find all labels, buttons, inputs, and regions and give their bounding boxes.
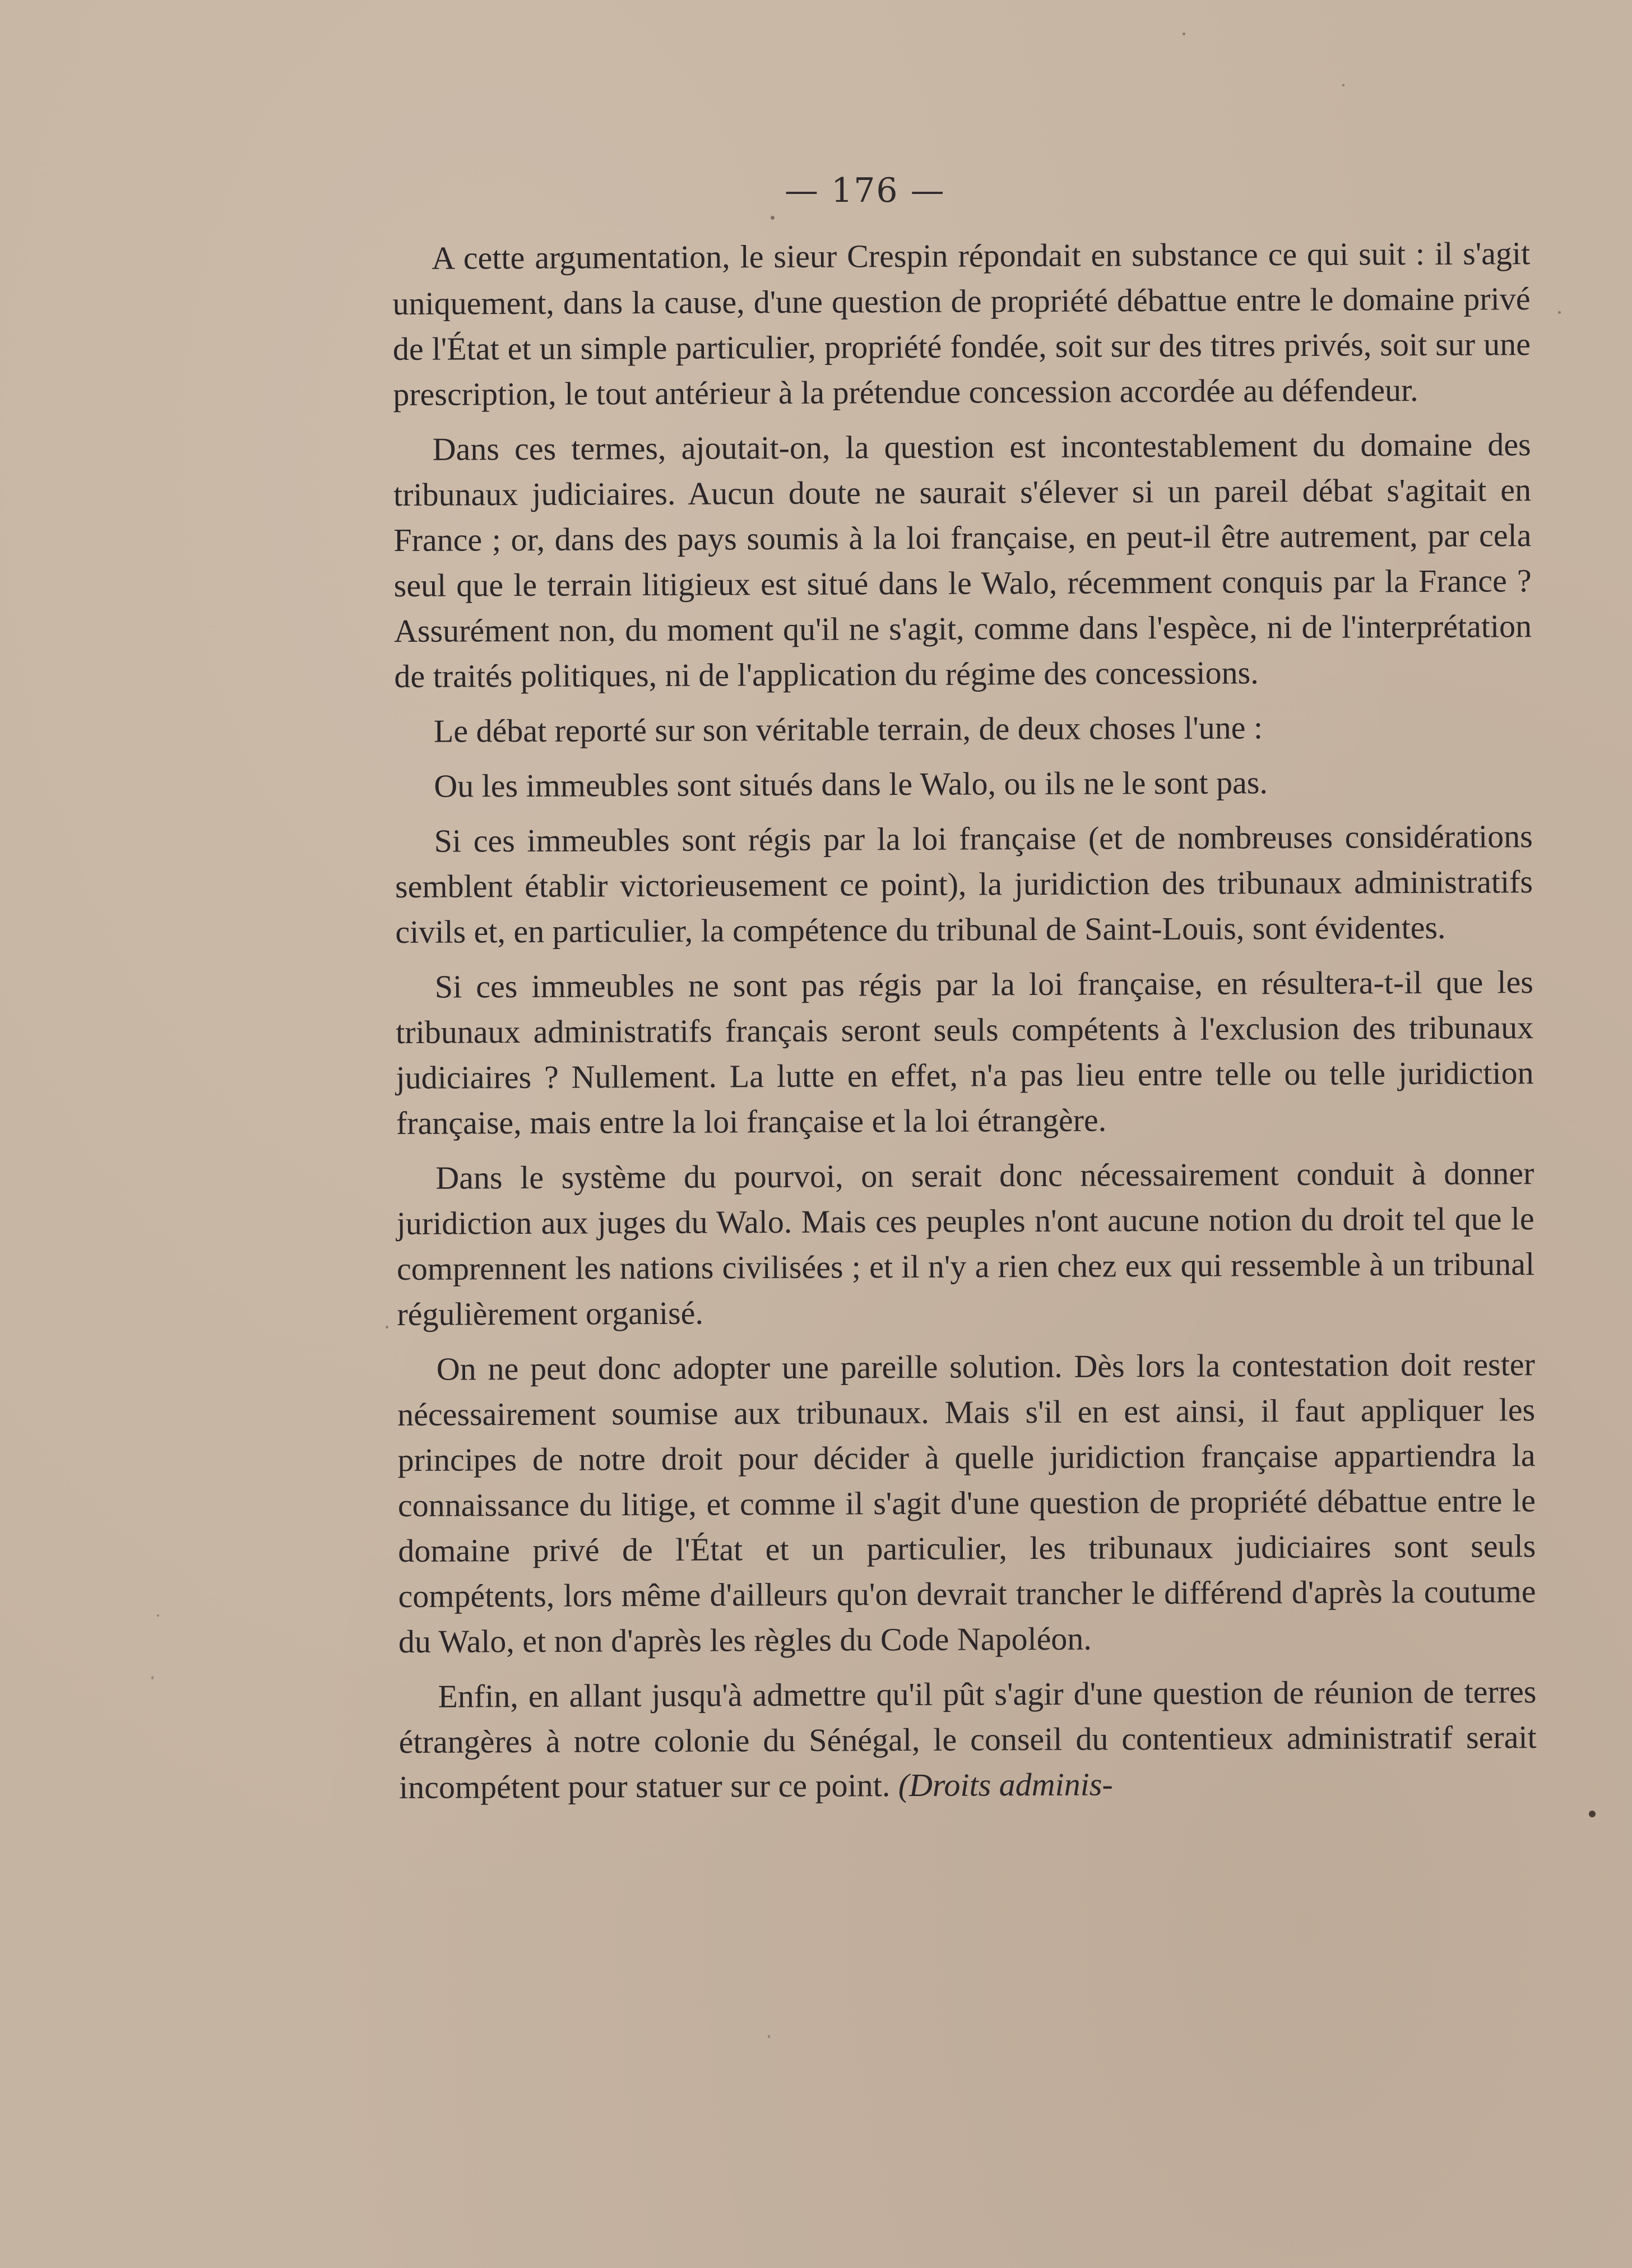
speck-dot: [1342, 84, 1344, 86]
speck-dot: [768, 2035, 770, 2038]
paragraph: Ou les immeubles sont situés dans le Walo, ou ils ne le sont pas.: [434, 764, 1268, 804]
paragraph: Dans ces termes, ajoutait-on, la question est incontestablement du domaine des tribunaux judiciaires. Aucun doute ne saurait s'élever si un pareil débat s'agitait en France ; or, dans des pays soumis à la loi française, en peut-il être autrement, par cela seul que le terrain litigieux est situé dans le Walo, récemment conquis par la France ? Assurément non, du moment qu'il ne s'agit, comme dans l'espèce, ni de l'interprétation de traités politiques, ni de l'application du régime des concessions.: [393, 426, 1532, 695]
speck-dot: [1589, 1811, 1596, 1817]
paragraph: [398, 1669, 1537, 1810]
body-text: [392, 230, 1537, 1820]
speck-dot: [1183, 33, 1185, 35]
speck-dot: [157, 1614, 159, 1617]
speck-dot: [386, 1326, 388, 1329]
paragraph-text: Enfin, en allant jusqu'à admettre qu'il pût s'agir d'une question de réunion de terres étrangères à notre colonie du Sénégal, le conseil du contentieux administratif serait incompétent pour statuer sur ce point.: [398, 1673, 1537, 1806]
paragraph: On ne peut donc adopter une pareille solution. Dès lors la contestation doit rester nécessairement soumise aux tribunaux. Mais s'il en est ainsi, il faut appliquer les principes de notre droit pour décider à quelle juridiction française appartiendra la connaissance du litige, et comme il s'agit d'une question de propriété débattue entre le domaine privé de l'État et un particulier, les tribunaux judiciaires sont seuls compétents, lors même d'ailleurs qu'on devrait trancher le différend d'après la coutume du Walo, et non d'après les règles du Code Napoléon.: [397, 1346, 1536, 1660]
page-number: — 176 —: [785, 171, 945, 210]
paragraph: Si ces immeubles ne sont pas régis par la loi française, en résultera-t-il que les tribunaux administratifs français seront seuls compétents à l'exclusion des tribunaux judiciaires ? Nullement. La lutte en effet, n'a pas lieu entre telle ou telle juridiction française, mais entre la loi française et la loi étrangère.: [396, 964, 1534, 1141]
paragraph: Dans le système du pourvoi, on serait donc nécessairement conduit à donner juridiction aux juges du Walo. Mais ces peuples n'ont aucune notion du droit tel que le comprennent les nations civilisées ; et il n'y a rien chez eux qui ressemble à un tribunal régulièrement organisé.: [396, 1155, 1535, 1332]
citation-start: (Droits adminis-: [898, 1766, 1113, 1804]
speck-dot: [1558, 311, 1561, 314]
speck-dot: [151, 1676, 154, 1679]
paragraph: Si ces immeubles sont régis par la loi française (et de nombreuses considérations semblent établir victorieusement ce point), la juridiction des tribunaux administratifs civils et, en particulier, la compétence du tribunal de Saint-Louis, sont évidentes.: [395, 818, 1533, 950]
paragraph: A cette argumentation, le sieur Crespin répondait en substance ce qui suit : il s'agit uniquement, dans la cause, d'une question de propriété débattue entre le domaine privé de l'État et un simple particulier, propriété fondée, soit sur des titres privés, soit sur une prescription, le tout antérieur à la prétendue concession accordée au défendeur.: [392, 235, 1531, 413]
paragraph: Le débat reporté sur son véritable terrain, de deux choses l'une :: [433, 709, 1263, 749]
speck-dot: [771, 216, 775, 220]
